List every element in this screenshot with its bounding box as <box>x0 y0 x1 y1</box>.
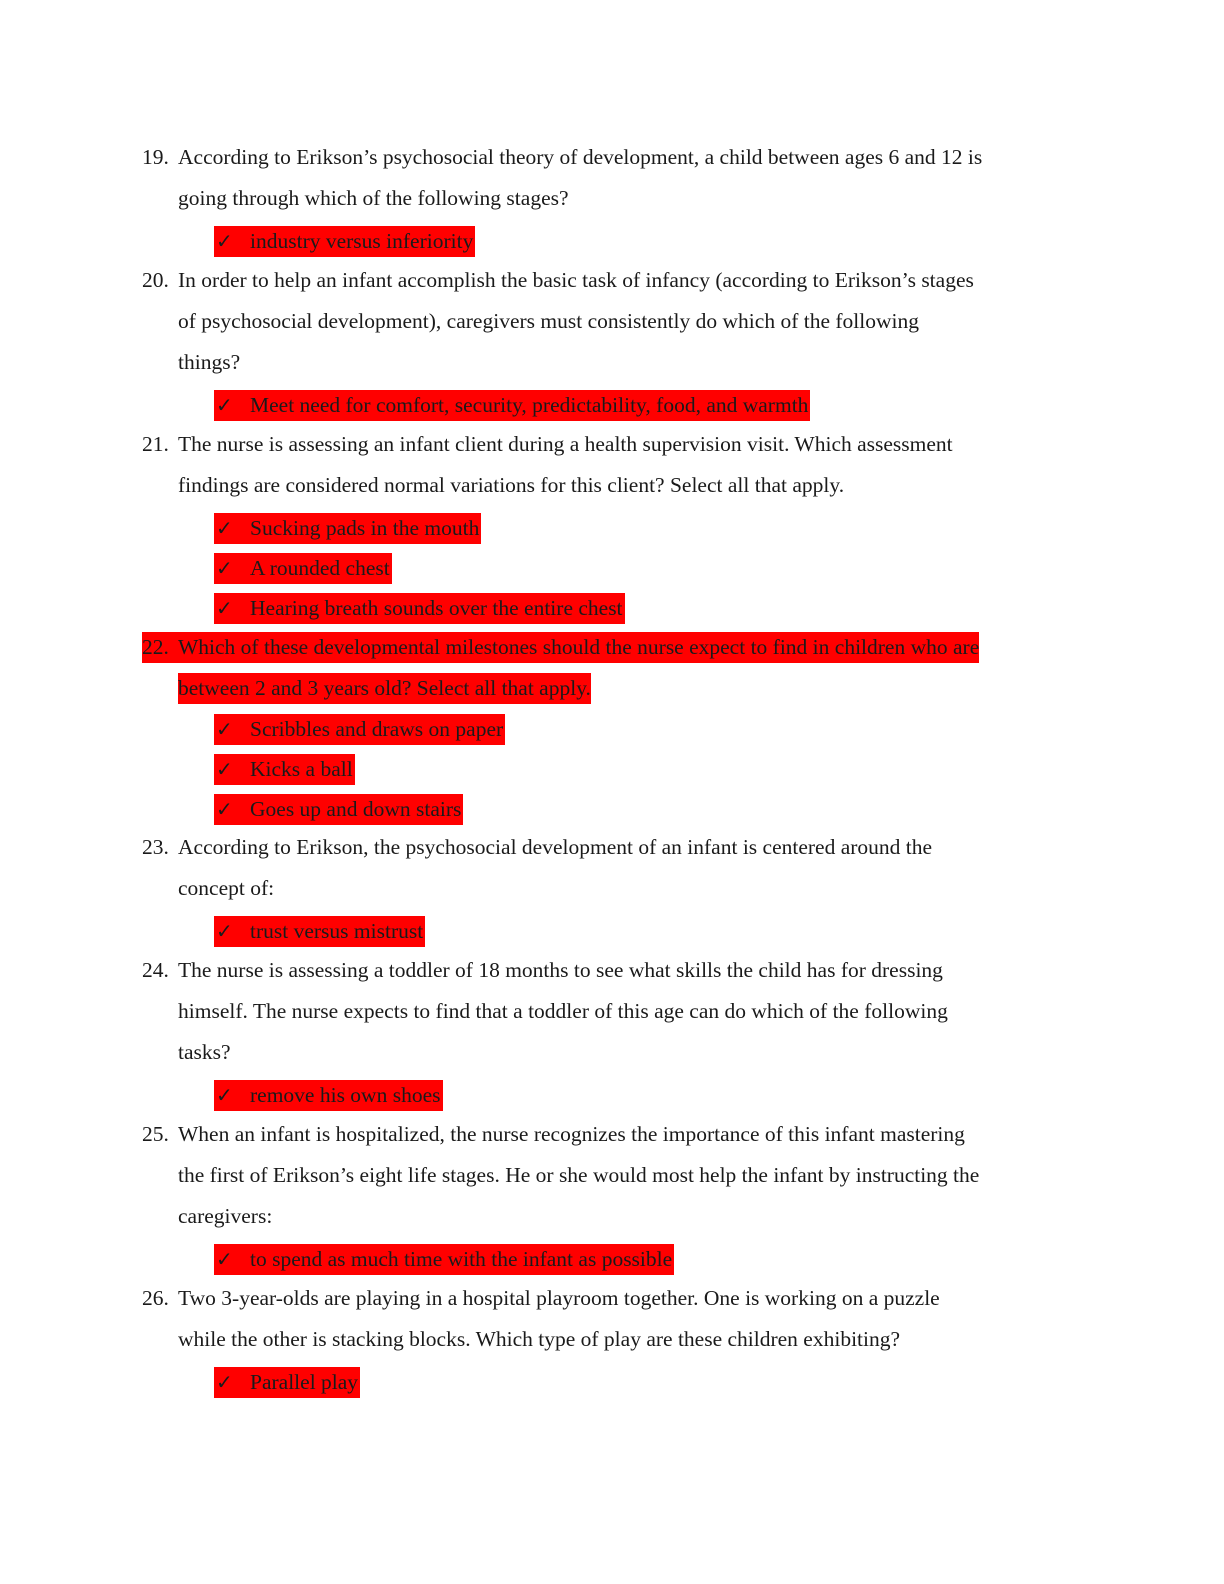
question-number: 22. <box>142 632 178 663</box>
question-19 <box>142 144 1082 266</box>
question-line <box>142 998 1082 1039</box>
answer-highlight <box>214 1244 674 1275</box>
question-text: Which of these developmental milestones should the nurse expect to find in children who are <box>178 632 979 663</box>
question-line <box>142 1203 1082 1244</box>
answer-highlight <box>214 916 425 947</box>
question-21 <box>142 431 1082 633</box>
question-line <box>142 1326 1082 1367</box>
check-icon: ✓ <box>216 516 233 540</box>
answer-text: remove his own shoes <box>250 1083 441 1107</box>
question-number: 24. <box>142 958 169 982</box>
answer-item <box>142 553 1082 593</box>
question-text: himself. The nurse expects to find that a toddler of this age can do which of the following <box>178 999 948 1023</box>
question-line <box>142 1039 1082 1080</box>
answer-item <box>142 513 1082 553</box>
answer-text: Meet need for comfort, security, predictability, food, and warmth <box>250 393 809 417</box>
question-line <box>142 673 1082 714</box>
question-text: In order to help an infant accomplish the basic task of infancy (according to Erikson’s stages <box>178 268 974 292</box>
question-line <box>142 632 1082 673</box>
question-text: between 2 and 3 years old? Select all that apply. <box>178 673 591 704</box>
question-line <box>142 1121 1082 1162</box>
answer-text: industry versus inferiority <box>250 229 474 253</box>
question-number: 21. <box>142 432 169 456</box>
answer-highlight <box>214 593 625 624</box>
question-24 <box>142 957 1082 1120</box>
answer-item <box>142 226 1082 266</box>
question-line <box>142 834 1082 875</box>
question-text: Two 3-year-olds are playing in a hospital playroom together. One is working on a puzzle <box>178 1286 940 1310</box>
question-text: while the other is stacking blocks. Which type of play are these children exhibiting? <box>178 1327 901 1351</box>
check-icon: ✓ <box>216 757 233 781</box>
answer-item <box>142 916 1082 956</box>
answer-text: trust versus mistrust <box>250 919 424 943</box>
question-number: 23. <box>142 835 169 859</box>
answer-highlight <box>214 1080 443 1111</box>
answer-text: Hearing breath sounds over the entire chest <box>250 596 623 620</box>
check-icon: ✓ <box>216 393 233 417</box>
check-icon: ✓ <box>216 717 233 741</box>
answer-text: Scribbles and draws on paper <box>250 717 504 741</box>
check-icon: ✓ <box>216 596 233 620</box>
question-line <box>142 185 1082 226</box>
answer-item <box>142 593 1082 633</box>
question-23 <box>142 834 1082 956</box>
question-text: going through which of the following stages? <box>178 186 569 210</box>
answer-text: to spend as much time with the infant as possible <box>250 1247 673 1271</box>
question-text: things? <box>178 350 241 374</box>
question-line <box>142 957 1082 998</box>
answer-highlight <box>214 794 463 825</box>
question-text: The nurse is assessing an infant client during a health supervision visit. Which assessment <box>178 432 953 456</box>
answer-item <box>142 1367 1082 1407</box>
check-icon: ✓ <box>216 797 233 821</box>
question-20 <box>142 267 1082 430</box>
check-icon: ✓ <box>216 1370 233 1394</box>
answer-item <box>142 794 1082 834</box>
question-text: According to Erikson’s psychosocial theory of development, a child between ages 6 and 12 is <box>178 145 983 169</box>
question-text: tasks? <box>178 1040 231 1064</box>
question-25 <box>142 1121 1082 1284</box>
question-line <box>142 472 1082 513</box>
question-22 <box>142 632 1082 834</box>
question-line <box>142 144 1082 185</box>
question-line <box>142 1162 1082 1203</box>
answer-item <box>142 754 1082 794</box>
check-icon: ✓ <box>216 556 233 580</box>
check-icon: ✓ <box>216 1247 233 1271</box>
question-number: 20. <box>142 268 169 292</box>
question-text: The nurse is assessing a toddler of 18 months to see what skills the child has for dressing <box>178 958 943 982</box>
check-icon: ✓ <box>216 1083 233 1107</box>
question-text: findings are considered normal variations for this client? Select all that apply. <box>178 473 845 497</box>
answer-item <box>142 390 1082 430</box>
question-line <box>142 1285 1082 1326</box>
question-line <box>142 875 1082 916</box>
answer-text: Sucking pads in the mouth <box>250 516 480 540</box>
answer-highlight <box>214 513 481 544</box>
answer-highlight <box>214 553 392 584</box>
answer-text: Parallel play <box>250 1370 359 1394</box>
question-text: According to Erikson, the psychosocial development of an infant is centered around the <box>178 835 933 859</box>
answer-highlight <box>214 754 355 785</box>
question-text: When an infant is hospitalized, the nurse recognizes the importance of this infant mastering <box>178 1122 965 1146</box>
question-number: 19. <box>142 145 169 169</box>
question-number: 26. <box>142 1286 169 1310</box>
check-icon: ✓ <box>216 229 233 253</box>
question-line <box>142 267 1082 308</box>
answer-highlight <box>214 226 475 257</box>
question-number: 25. <box>142 1122 169 1146</box>
answer-highlight <box>214 390 810 421</box>
answer-highlight <box>214 714 505 745</box>
answer-text: A rounded chest <box>250 556 390 580</box>
question-text: caregivers: <box>178 1204 273 1228</box>
question-line <box>142 349 1082 390</box>
answer-item <box>142 1080 1082 1120</box>
question-line <box>142 308 1082 349</box>
answer-text: Kicks a ball <box>250 757 353 781</box>
question-text: the first of Erikson’s eight life stages. He or she would most help the infant by instructing the <box>178 1163 980 1187</box>
question-text: concept of: <box>178 876 275 900</box>
check-icon: ✓ <box>216 919 233 943</box>
question-text: of psychosocial development), caregivers must consistently do which of the following <box>178 309 919 333</box>
question-line <box>142 431 1082 472</box>
answer-item <box>142 714 1082 754</box>
answer-text: Goes up and down stairs <box>250 797 462 821</box>
answer-highlight <box>214 1367 360 1398</box>
question-26 <box>142 1285 1082 1407</box>
answer-item <box>142 1244 1082 1284</box>
